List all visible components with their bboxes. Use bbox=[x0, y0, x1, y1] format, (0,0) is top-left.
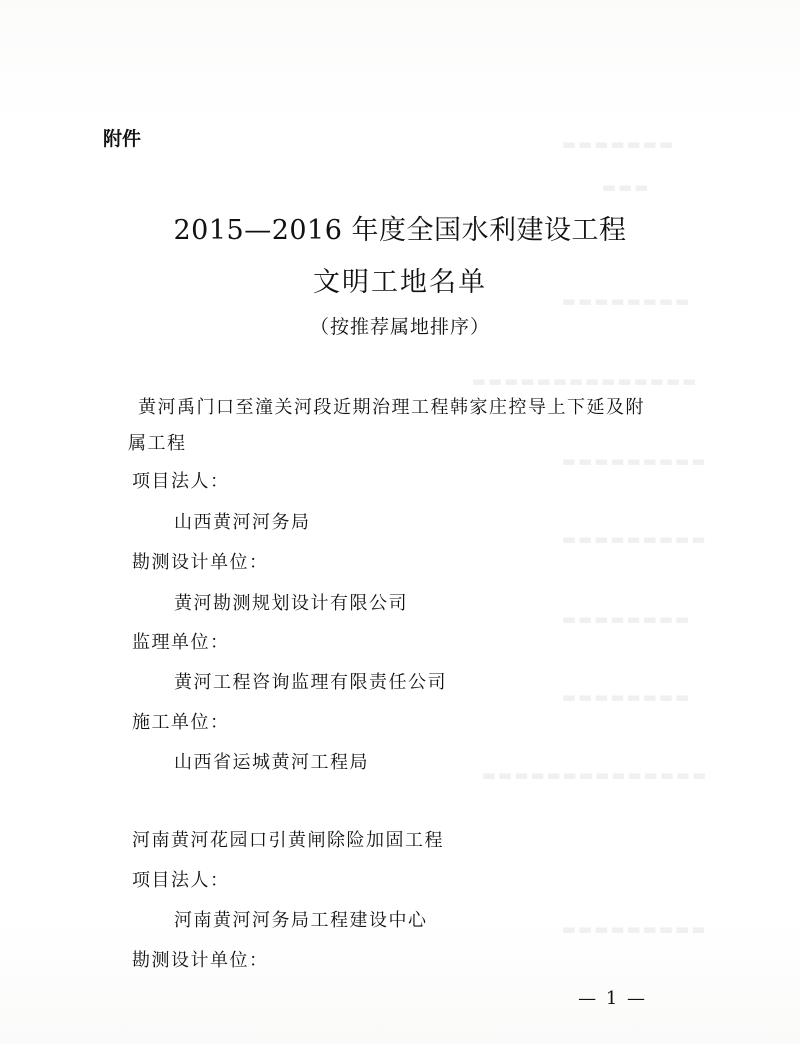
project-1-name-line2: 属工程 bbox=[128, 433, 187, 454]
project-1-legal-person-label: 项目法人： bbox=[132, 471, 230, 492]
bleed-through-8: ▬▬▬▬▬▬▬▬ bbox=[560, 688, 690, 706]
project-1-survey-label: 勘测设计单位： bbox=[132, 552, 269, 573]
project-1-supervision-label: 监理单位： bbox=[132, 632, 230, 653]
project-2-legal-person-label: 项目法人： bbox=[132, 870, 230, 891]
bleed-through-7: ▬▬▬▬▬▬▬▬ bbox=[560, 610, 690, 628]
document-title-line1: 2015—2016 年度全国水利建设工程 bbox=[173, 215, 627, 246]
bleed-through-1: ▬▬▬▬▬▬▬ bbox=[560, 135, 674, 153]
project-1-supervision: 黄河工程咨询监理有限责任公司 bbox=[174, 672, 447, 693]
project-1-name-line1: 黄河禹门口至潼关河段近期治理工程韩家庄控导上下延及附 bbox=[138, 397, 645, 418]
project-1-survey: 黄河勘测规划设计有限公司 bbox=[174, 593, 408, 614]
project-1-legal-person: 山西黄河河务局 bbox=[174, 512, 311, 533]
bleed-through-9: ▬▬▬▬▬▬▬▬▬▬▬▬▬▬ bbox=[480, 766, 707, 784]
document-title-line2: 文明工地名单 bbox=[313, 267, 487, 298]
attachment-label: 附件 bbox=[103, 128, 142, 150]
bleed-through-5: ▬▬▬▬▬▬▬▬▬ bbox=[560, 452, 706, 470]
bleed-through-4: ▬▬▬▬▬▬▬▬▬▬▬▬▬▬ bbox=[470, 372, 697, 390]
bleed-through-3: ▬▬▬▬▬▬▬▬ bbox=[560, 292, 690, 310]
project-1-construction: 山西省运城黄河工程局 bbox=[174, 752, 369, 773]
project-2-legal-person: 河南黄河河务局工程建设中心 bbox=[174, 910, 428, 931]
project-2-name-line1: 河南黄河花园口引黄闸除险加固工程 bbox=[132, 830, 444, 851]
project-1-construction-label: 施工单位： bbox=[132, 712, 230, 733]
project-2-survey-label: 勘测设计单位： bbox=[132, 950, 269, 971]
page-number: — 1 — bbox=[578, 988, 647, 1009]
document-subtitle: （按推荐属地排序） bbox=[309, 316, 490, 338]
bleed-through-2: ▬▬▬ bbox=[600, 178, 649, 196]
bleed-through-6: ▬▬▬▬▬▬▬▬▬ bbox=[560, 530, 706, 548]
bleed-through-10: ▬▬▬▬▬▬▬▬▬ bbox=[560, 920, 706, 938]
